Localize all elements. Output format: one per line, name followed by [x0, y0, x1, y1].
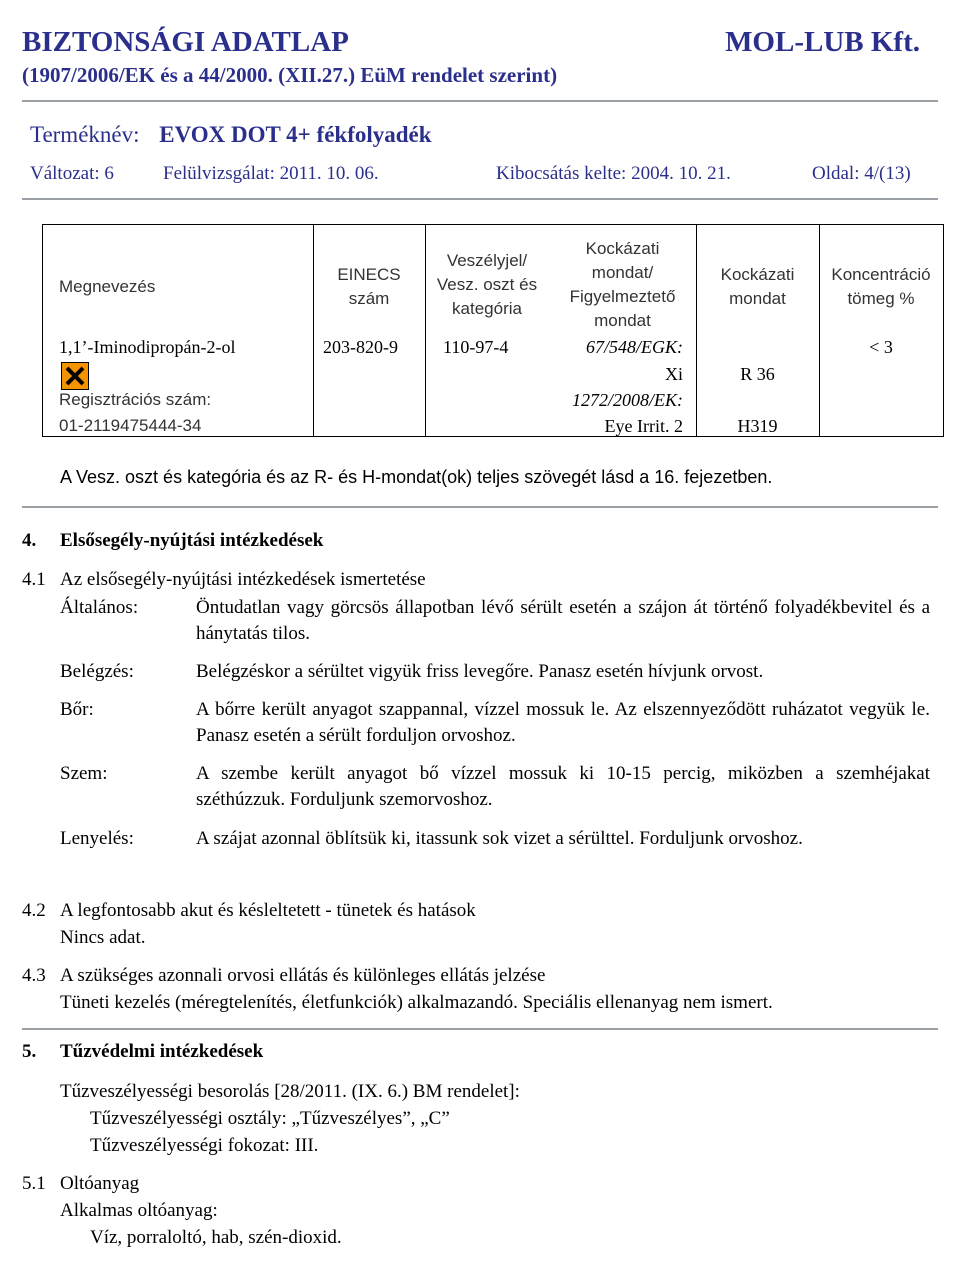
document-title: BIZTONSÁGI ADATLAP: [22, 26, 349, 58]
inhalation-label: Belégzés:: [60, 661, 134, 682]
general-text: Öntudatlan vagy görcsös állapotban lévő sérült esetén a szájon át történő folyadékbevitel és a hánytatás tilos.: [196, 597, 930, 644]
eye-text: A szembe került anyagot bő vízzel mossuk ki 10-15 percig, miközben a szemhéjakat széthúzzuk. Forduljunk szemorvoshoz.: [196, 763, 930, 810]
company-name: MOL-LUB Kft.: [725, 26, 920, 58]
substance-name: 1,1’-Iminodipropán-2-ol: [59, 337, 236, 357]
registration-label: Regisztrációs szám:: [59, 390, 212, 409]
einecs-number: 203-820-9: [323, 337, 398, 357]
composition-table: [42, 224, 944, 437]
product-line: [30, 122, 432, 148]
r-phrase: R 36: [740, 364, 775, 384]
header-name: Megnevezés: [59, 277, 156, 296]
section-4-2-title: A legfontosabb akut és késleltetett - tünetek és hatások: [60, 900, 476, 921]
section-5-title: Tűzvédelmi intézkedések: [60, 1041, 264, 1062]
hazard-class-xi: Xi: [665, 364, 683, 384]
header-concentration: Koncentráció tömeg %: [831, 265, 931, 308]
page-number: Oldal: 4/(13): [812, 163, 911, 184]
fire-classification: Tűzveszélyességi besorolás [28/2011. (IX. 6.) BM rendelet]:: [60, 1081, 520, 1102]
section-4-3-text: Tüneti kezelés (méregtelenítés, életfunkciók) alkalmazandó. Speciális ellenanyag nem ismert.: [60, 992, 773, 1013]
section-4-number: 4.: [22, 530, 37, 551]
header-hazard-class: Veszélyjel/ Vesz. oszt és kategória: [436, 251, 538, 318]
cas-number: 110-97-4: [443, 337, 509, 357]
section-separator: [22, 506, 938, 508]
section-4-1-title: Az elsősegély-nyújtási intézkedések ismertetése: [60, 569, 426, 590]
regulation-label: 1272/2008/EK:: [572, 390, 683, 410]
section-4-2-number: 4.2: [22, 900, 46, 921]
table-note: A Vesz. oszt és kategória és az R- és H-mondat(ok) teljes szövegét lásd a 16. fejezetben.: [60, 467, 773, 487]
fire-class-line: Tűzveszélyességi osztály: „Tűzveszélyes”, „C”: [90, 1108, 450, 1129]
subheader-separator: [22, 198, 938, 200]
section-4-3-title: A szükséges azonnali orvosi ellátás és különleges ellátás jelzése: [60, 965, 546, 986]
header-separator: [22, 100, 938, 102]
ingestion-text: A szájat azonnal öblítsük ki, itassunk sok vizet a sérülttel. Forduljunk orvoshoz.: [196, 828, 803, 849]
header-risk-phrase: Kockázati mondat: [720, 265, 795, 308]
registration-number: 01-2119475444-34: [59, 416, 202, 435]
suitable-media-list: Víz, porraloltó, hab, szén-dioxid.: [90, 1227, 342, 1248]
section-4-1-number: 4.1: [22, 569, 46, 590]
product-name: EVOX DOT 4+ fékfolyadék: [159, 122, 432, 147]
section-4-3-number: 4.3: [22, 965, 46, 986]
regulation-line: (1907/2006/EK és a 44/2000. (XII.27.) EüM rendelet szerint): [22, 63, 558, 87]
skin-label: Bőr:: [60, 699, 94, 720]
header-einecs: EINECS szám: [337, 265, 401, 308]
version: Változat: 6: [30, 163, 114, 184]
eye-label: Szem:: [60, 763, 108, 784]
revision-date: Felülvizsgálat: 2011. 10. 06.: [163, 163, 379, 184]
column-divider: [696, 225, 697, 436]
general-label: Általános:: [60, 597, 139, 618]
directive-label: 67/548/EGK:: [586, 337, 683, 357]
suitable-media-label: Alkalmas oltóanyag:: [60, 1200, 218, 1221]
eye-irrit-class: Eye Irrit. 2: [604, 416, 683, 436]
section-separator: [22, 1028, 938, 1030]
fire-level-line: Tűzveszélyességi fokozat: III.: [90, 1135, 319, 1156]
concentration-value: < 3: [869, 337, 893, 357]
section-5-1-title: Oltóanyag: [60, 1173, 140, 1194]
header-risk-warning: Kockázati mondat/ Figyelmeztető mondat: [569, 239, 676, 330]
section-5-number: 5.: [22, 1041, 37, 1062]
section-4-title: Elsősegély-nyújtási intézkedések: [60, 530, 324, 551]
skin-text: A bőrre került anyagot szappannal, vízzel mossuk le. Az elszennyeződött ruházatot vegyük le. Panasz esetén a sérült forduljon orvoshoz.: [196, 699, 930, 746]
column-divider: [819, 225, 820, 436]
ingestion-label: Lenyelés:: [60, 828, 134, 849]
section-4-2-text: Nincs adat.: [60, 927, 146, 948]
inhalation-text: Belégzéskor a sérültet vigyük friss levegőre. Panasz esetén hívjunk orvost.: [196, 661, 764, 682]
harmful-x-icon: [61, 362, 89, 390]
product-label: Terméknév:: [30, 122, 140, 147]
issue-date: Kibocsátás kelte: 2004. 10. 21.: [496, 163, 731, 184]
column-divider: [313, 225, 314, 436]
section-5-1-number: 5.1: [22, 1173, 46, 1194]
h-phrase: H319: [737, 416, 778, 436]
